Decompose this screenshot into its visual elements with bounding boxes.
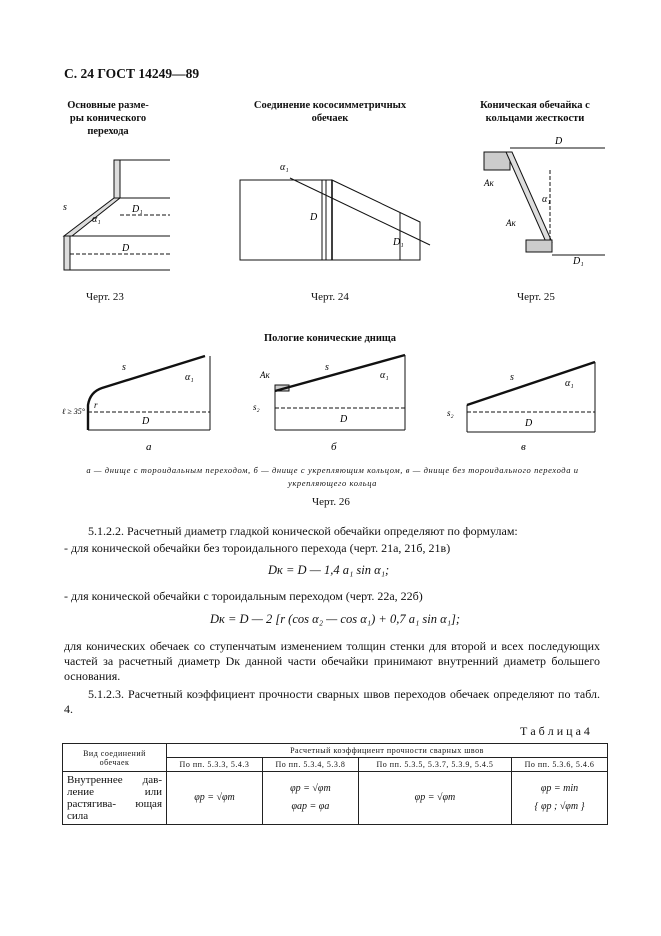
fig26a-alpha-label: α₁ bbox=[185, 372, 194, 383]
fig26-label: Черт. 26 bbox=[312, 496, 350, 508]
fig26-title: Пологие конические днища bbox=[263, 333, 397, 344]
fig26a-label: а bbox=[146, 441, 152, 453]
fig26-note: а — днище с тороидальным переходом, б — днище с укрепляющим кольцом, в — днище без тороидального перехода и укрепляющего кольца bbox=[86, 465, 579, 488]
table-header-type: Вид соединений обечаек bbox=[63, 744, 167, 772]
table-col-header: По пп. 5.3.6, 5.4.6 bbox=[512, 758, 608, 772]
fig25-d1-label: D₁ bbox=[573, 256, 584, 267]
fig26b-alpha-label: α₁ bbox=[380, 370, 389, 381]
table-row-label: Внутреннее дав- ление или растягива- ющая сила bbox=[63, 772, 167, 825]
fig26v-s-label: s bbox=[510, 372, 514, 383]
table-col-header: По пп. 5.3.3, 5.4.3 bbox=[167, 758, 263, 772]
fig25-ak-label: Aк bbox=[506, 218, 516, 228]
fig26a-d-label: D bbox=[142, 416, 150, 427]
fig24-d1-label: D₁ bbox=[393, 237, 404, 248]
fig25-caption bbox=[470, 99, 600, 125]
fig24-caption bbox=[240, 99, 420, 125]
formula: Dк = D — 2 [r (cos α₂ — cos α₁) + 0,7 a₁ sin α₁]; bbox=[210, 612, 461, 626]
fig23-label: Черт. 23 bbox=[86, 291, 124, 303]
table-cell: φр = √φт bbox=[358, 772, 511, 825]
caption-line: обечаек bbox=[311, 113, 349, 124]
fig25-label: Черт. 25 bbox=[517, 291, 555, 303]
fig26v-s2-label: s₂ bbox=[447, 408, 454, 418]
fig26b-drawing bbox=[245, 350, 415, 455]
caption-line: Соединение кососимметричных bbox=[253, 100, 407, 111]
fig23-d-label: D bbox=[122, 243, 130, 254]
fig26a-l-label: ℓ ≥ 35° bbox=[62, 407, 85, 416]
fig26v-d-label: D bbox=[525, 418, 533, 429]
caption-line: кольцами жесткости bbox=[485, 113, 585, 124]
fig26b-s-label: s bbox=[325, 362, 329, 373]
paragraph: для конических обечаек со ступенчатым изменением толщин стенки для второй и всех последующих частей за расчетный диаметр Dк данной части обечайки принимают внутренний диаметр большего основания. bbox=[64, 639, 600, 683]
table-col-header: По пп. 5.3.4, 5.3.8 bbox=[262, 758, 358, 772]
table-header-group: Расчетный коэффициент прочности сварных швов bbox=[167, 744, 608, 758]
formula: Dк = D — 1,4 a₁ sin α₁; bbox=[268, 563, 390, 577]
fig23-s-label: s bbox=[63, 202, 67, 213]
fig23-caption bbox=[58, 99, 158, 138]
fig24-d-label: D bbox=[310, 212, 318, 223]
fig25-alpha-label: α₁ bbox=[542, 194, 551, 205]
fig23-drawing bbox=[40, 150, 190, 280]
fig25-d-label: D bbox=[555, 136, 563, 147]
fig24-alpha-label: α₁ bbox=[280, 162, 289, 173]
fig23-alpha-label: α₁ bbox=[92, 214, 101, 225]
fig26b-label: б bbox=[331, 441, 337, 453]
paragraph: 5.1.2.3. Расчетный коэффициент прочности сварных швов переходов обечаек определяют по табл. 4. bbox=[64, 687, 600, 716]
fig24-drawing bbox=[230, 150, 430, 280]
table-col-header: По пп. 5.3.5, 5.3.7, 5.3.9, 5.4.5 bbox=[358, 758, 511, 772]
fig25-ak-label: Aк bbox=[484, 178, 494, 188]
paragraph: - для конической обечайки с тороидальным переходом (черт. 22а, 22б) bbox=[64, 589, 423, 603]
fig26b-s2-label: s₂ bbox=[253, 402, 260, 412]
caption-line: Основные разме- bbox=[67, 100, 149, 111]
fig26a-r-label: r bbox=[94, 400, 98, 410]
fig26a-drawing bbox=[60, 350, 220, 455]
caption-line: Коническая обечайка с bbox=[480, 100, 590, 111]
table-title: Т а б л и ц а 4 bbox=[520, 724, 590, 738]
fig24-label: Черт. 24 bbox=[311, 291, 349, 303]
paragraph: - для конической обечайки без тороидального перехода (черт. 21а, 21б, 21в) bbox=[64, 541, 451, 555]
table-cell-line: { φр ; √φт } bbox=[534, 801, 585, 812]
fig26v-label: в bbox=[521, 441, 526, 453]
page-header: С. 24 ГОСТ 14249—89 bbox=[64, 66, 200, 81]
caption-line: перехода bbox=[87, 126, 129, 137]
table-cell-line: φр = √φт bbox=[290, 783, 331, 794]
fig23-d1-label: D₁ bbox=[132, 204, 143, 215]
fig26b-ak-label: Aк bbox=[260, 370, 270, 380]
fig25-drawing bbox=[480, 130, 610, 270]
caption-line: ры конического bbox=[69, 113, 147, 124]
fig26a-s-label: s bbox=[122, 362, 126, 373]
table-cell bbox=[262, 772, 358, 825]
paragraph: 5.1.2.2. Расчетный диаметр гладкой конической обечайки определяют по формулам: bbox=[88, 524, 518, 538]
fig26v-alpha-label: α₁ bbox=[565, 378, 574, 389]
table-cell-line: φр = min bbox=[540, 783, 579, 794]
fig26b-d-label: D bbox=[340, 414, 348, 425]
table-4 bbox=[62, 743, 608, 825]
fig26v-drawing bbox=[445, 350, 605, 455]
table-cell bbox=[512, 772, 608, 825]
table-cell-line: φар = φа bbox=[291, 801, 330, 812]
table-cell: φр = √φт bbox=[167, 772, 263, 825]
